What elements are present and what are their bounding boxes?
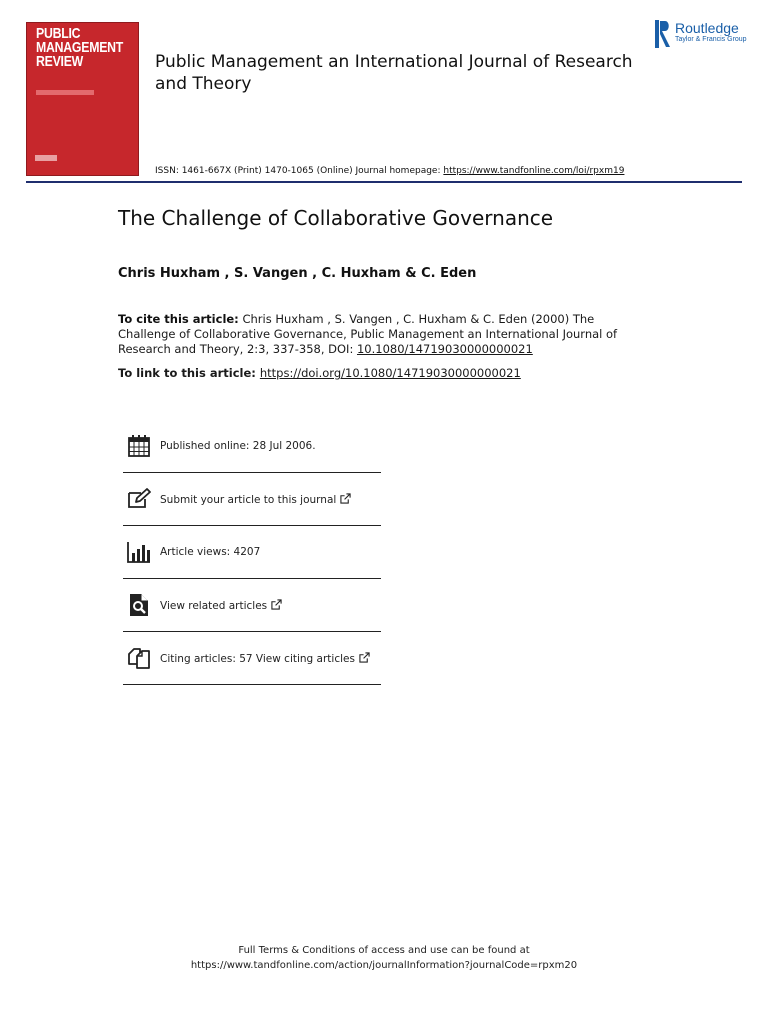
article-title: The Challenge of Collaborative Governance xyxy=(118,206,554,230)
related-articles-label: View related articles xyxy=(160,599,268,612)
publisher-name: Routledge xyxy=(675,20,739,36)
document-search-icon xyxy=(127,593,151,617)
terms-footer xyxy=(0,943,768,973)
cover-title-line-1: PUBLIC xyxy=(36,25,81,42)
terms-footer-url[interactable]: https://www.tandfonline.com/action/journalInformation?journalCode=rpxm20 xyxy=(190,960,578,971)
edit-icon xyxy=(127,487,151,511)
bar-chart-icon xyxy=(127,540,151,564)
citation-block xyxy=(118,312,638,357)
cover-title-line-3: REVIEW xyxy=(36,53,84,70)
journal-title: Public Management an International Journal of Research and Theory xyxy=(155,52,633,94)
publisher-group: Taylor & Francis Group xyxy=(675,36,747,43)
article-views-row xyxy=(123,525,381,578)
related-articles-row[interactable] xyxy=(123,578,381,631)
citation-label: To cite this article: xyxy=(118,312,239,326)
journal-cover-image xyxy=(26,22,139,176)
citation-text: Chris Huxham , S. Vangen , C. Huxham & C. Eden (2000) The Challenge of Collaborative Governance, Public Management an International Journal of Research and Theory, 2:3, 337-358, DOI: xyxy=(118,312,618,356)
article-views-count: Article views: 4207 xyxy=(160,546,261,558)
issn-line xyxy=(155,166,624,176)
submit-article-link[interactable] xyxy=(160,493,351,506)
published-date: Published online: 28 Jul 2006. xyxy=(160,440,316,452)
article-link-label: To link to this article: xyxy=(118,366,260,380)
routledge-r-icon xyxy=(655,20,671,48)
external-link-icon xyxy=(271,599,282,610)
related-articles-link[interactable] xyxy=(160,599,282,612)
citing-articles-label: Citing articles: 57 View citing articles xyxy=(160,652,355,665)
cover-title-line-2: MANAGEMENT xyxy=(36,39,124,56)
journal-homepage-link[interactable]: https://www.tandfonline.com/loi/rpxm19 xyxy=(443,166,625,176)
published-row xyxy=(123,420,381,472)
citing-articles-row[interactable] xyxy=(123,631,381,685)
external-link-icon xyxy=(340,493,351,504)
issn-text: ISSN: 1461-667X (Print) 1470-1065 (Online) Journal homepage: xyxy=(155,166,444,176)
calendar-icon xyxy=(127,434,151,458)
header-divider xyxy=(26,181,742,183)
article-authors: Chris Huxham , S. Vangen , C. Huxham & C. Eden xyxy=(118,266,477,281)
publisher-logo xyxy=(655,20,747,50)
terms-footer-line-1: Full Terms & Conditions of access and use can be found at xyxy=(238,945,530,956)
submit-article-row[interactable] xyxy=(123,472,381,525)
submit-article-label: Submit your article to this journal xyxy=(160,493,337,506)
cover-band xyxy=(36,90,94,95)
citation-doi-link[interactable]: 10.1080/14719030000000021 xyxy=(356,342,533,356)
article-info-panel xyxy=(123,420,381,685)
citing-articles-link[interactable] xyxy=(160,652,370,665)
article-link-line xyxy=(118,366,521,381)
external-link-icon xyxy=(359,652,370,663)
copy-documents-icon xyxy=(127,646,151,670)
cover-publisher-logo xyxy=(35,155,57,161)
article-doi-url[interactable]: https://doi.org/10.1080/14719030000000021 xyxy=(259,366,521,380)
